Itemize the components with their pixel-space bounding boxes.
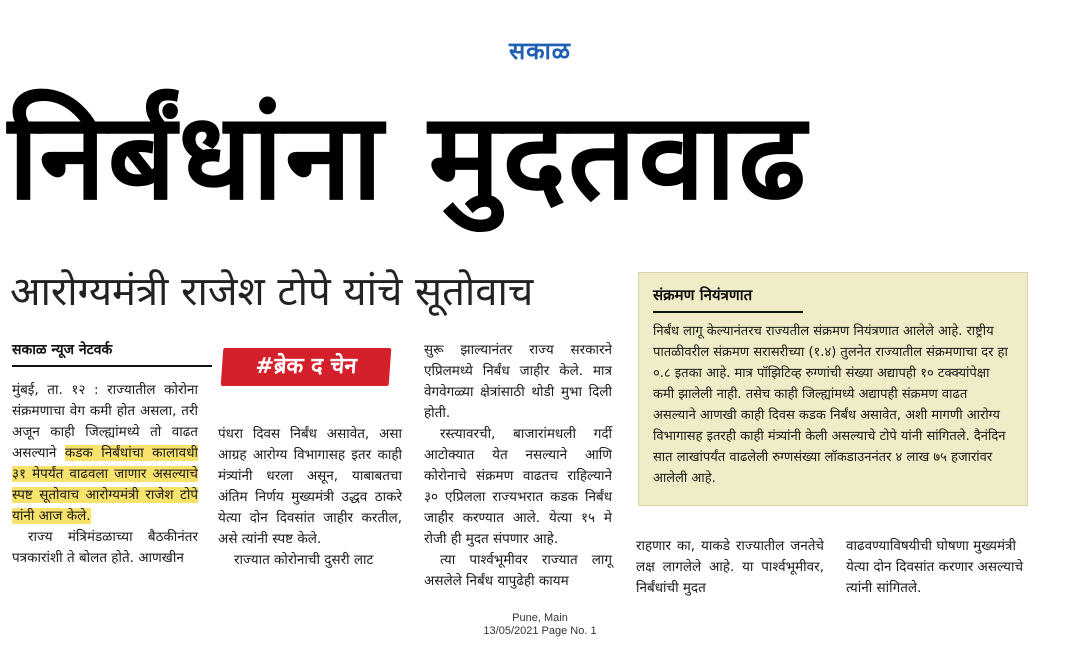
article-column-5	[846, 536, 1032, 599]
sidebar-title: संक्रमण नियंत्रणात	[653, 285, 803, 313]
article-column-3	[424, 340, 612, 592]
article-paragraph: सुरू झाल्यानंतर राज्य सरकारने एप्रिलमध्ये निर्बंध जाहीर केले. मात्र वेगवेगळ्या क्षेत्रांसाठी थोडी मुभा दिली होती.	[424, 342, 612, 421]
page-footer	[0, 612, 1080, 638]
date-page-label: 13/05/2021 Page No. 1	[483, 625, 597, 637]
article-paragraph: रस्त्यावरची, बाजारांमधली गर्दी आटोक्यात येत नसल्याने आणि कोरोनाचे संक्रमण वाढतच राहिल्याने ३० एप्रिलला राज्यभरात कडक निर्बंध जाहीर करण्यात आले. येत्या १५ मे रोजी ही मुदत संपणार आहे.	[424, 426, 612, 547]
article-text: मुंबई, ता. १२ : राज्यातील कोरोना संक्रमणाचा वेग कमी होत असला, तरी अजून काही जिल्ह्यांमध्ये तो वाढत असल्याने	[12, 382, 198, 461]
article-paragraph: पंधरा दिवस निर्बंध असावेत, असा आग्रह आरोग्य विभागासह इतर काही मंत्र्यांनी धरला असून, याबाबतचा अंतिम निर्णय मुख्यमंत्री उद्धव ठाकरे येत्या दोन दिवसांत जाहीर करतील, असे त्यांनी स्पष्ट केले.	[218, 426, 402, 547]
sidebar-box	[638, 272, 1028, 506]
article-column-2	[218, 424, 402, 571]
byline: सकाळ न्यूज नेटवर्क	[12, 340, 212, 367]
break-the-chain-badge: #ब्रेक द चेन	[221, 348, 392, 386]
article-paragraph: राहणार का, याकडे राज्यातील जनतेचे लक्ष लागलेले आहे. या पार्श्वभूमीवर, निर्बंधांची मुदत	[636, 538, 824, 596]
article-column-4	[636, 536, 824, 599]
article-column-1	[12, 380, 198, 569]
article-paragraph: राज्य मंत्रिमंडळाच्या बैठकीनंतर पत्रकारांशी ते बोलत होते. आणखीन	[12, 529, 198, 566]
main-headline: निर्बंधांना मुदतवाढ	[8, 88, 808, 227]
sidebar-text: निर्बंध लागू केल्यानंतरच राज्यतील संक्रमण नियंत्रणात आलेले आहे. राष्ट्रीय पातळीवरील संक्रमण सरासरीच्या (१.४) तुलनेत राज्यातील संक्रमणाचा दर हा ०.८ इतका आहे. मात्र पॉझिटिव्ह रुग्णांची संख्या अद्यापही १० टक्क्यांपेक्षा कमी झालेली नाही. तसेच काही जिल्ह्यांमध्ये अद्यापही संक्रमण वाढत असल्याने आणखी काही दिवस कडक निर्बंध असावेत, अशी मागणी आरोग्य विभागासह इतरही काही मंत्र्यांनी केली असल्याचे टोपे यांनी सांगितले. दैनंदिन सात लाखांपर्यंत वाढलेली रुग्णसंख्या लॉकडाउननंतर ४ लाख ७५ हजारांवर आलेली आहे.	[653, 324, 1008, 486]
highlighted-text: कडक निर्बंधांचा कालावधी ३१ मेपर्यंत वाढवला जाणार असल्याचे स्पष्ट सूतोवाच आरोग्यमंत्री राजेश टोपे यांनी आज केले.	[12, 445, 198, 524]
article-paragraph: वाढवण्याविषयीची घोषणा मुख्यमंत्री येत्या दोन दिवसांत करणार असल्याचे त्यांनी सांगितले.	[846, 538, 1024, 596]
article-paragraph: त्या पार्श्वभूमीवर राज्यात लागू असलेले निर्बंध यापुढेही कायम	[424, 552, 612, 589]
newspaper-masthead: सकाळ	[508, 36, 572, 65]
article-paragraph: राज्यात कोरोनाची दुसरी लाट	[234, 552, 374, 568]
article-paragraph	[12, 380, 198, 527]
sub-headline: आरोग्यमंत्री राजेश टोपे यांचे सूतोवाच	[10, 269, 534, 315]
edition-label: Pune, Main	[512, 612, 568, 624]
